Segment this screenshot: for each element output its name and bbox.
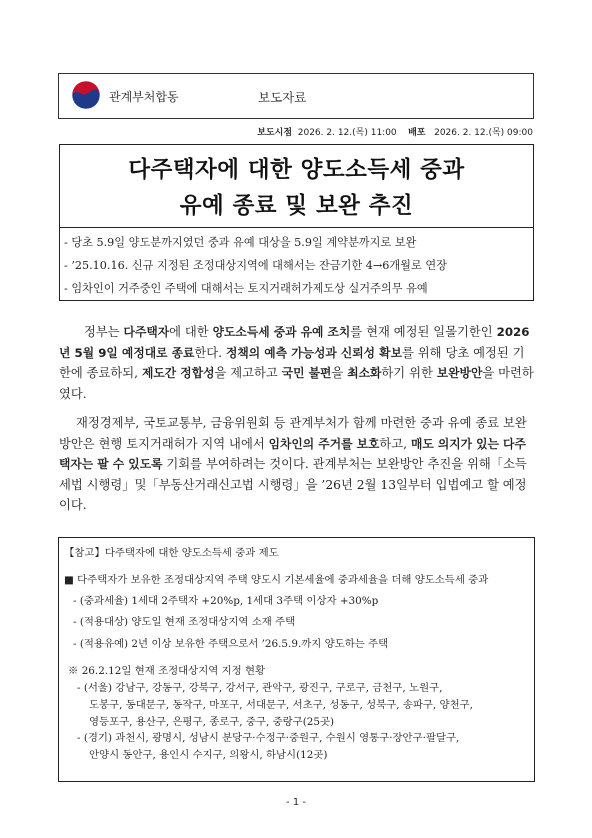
reference-sub-item: - (중과세율) 1세대 2주택자 +20%p, 1세대 3주택 이상자 +30%p: [73, 595, 379, 607]
distribution-value: 2026. 2. 12.(목) 09:00: [434, 128, 533, 138]
doc-type: 보도자료: [258, 90, 307, 105]
title-line-2: 유예 종료 및 보완 추진: [179, 193, 414, 219]
release-line: [257, 125, 533, 138]
body-paragraph-2: 재정경제부, 국토교통부, 금융위원회 등 관계부처가 함께 마련한 중과 유예 종료 보완방안은 현행 토지거래허가 지역 내에서 임차인의 주거를 보호하고, 매도 의지가 있는 다주택자는 팔 수 있도록 기회를 부여하려는 것이다. 관계부처는 보완방안 추진을 위해「소득세법 시행령」및「부동산거래신고법 시행령」을 ’26년 2월 13일부터 입법예고 할 예정이다.: [59, 416, 527, 512]
government-emblem-icon: [70, 79, 102, 111]
summary-bullet: - 임차인이 거주중인 주택에 대해서는 토지거래허가제도상 실거주의무 유예: [64, 282, 428, 295]
body-paragraph-1: 정부는 다주택자에 대한 양도소득세 중과 유예 조치를 현재 예정된 일몰기한인 2026년 5월 9일 예정대로 종료한다. 정책의 예측 가능성과 신뢰성 확보를 위해 당초 예정된 기한에 종료하되, 제도간 정합성을 제고하고 국민 불편을 최소화하기 위한 보완방안을 마련하였다.: [59, 325, 534, 401]
region-line: 영등포구, 용산구, 은평구, 종로구, 중구, 중랑구(25곳): [89, 716, 335, 728]
embargo-label: 보도시점: [257, 128, 293, 138]
region-line: - (서울) 강남구, 강동구, 강북구, 강서구, 관악구, 광진구, 구로구, 금천구, 노원구,: [77, 682, 443, 694]
region-list-seoul: [77, 680, 473, 731]
distribution-label: 배포: [408, 128, 426, 138]
summary-bullet: - 당초 5.9일 양도분까지였던 중과 유예 대상을 5.9일 계약분까지로 보완: [64, 236, 417, 249]
summary-bullet: - ’25.10.16. 신규 지정된 조정대상지역에 대해서는 잔금기한 4→6개월로 연장: [64, 259, 447, 272]
embargo-value: 2026. 2. 12.(목) 11:00: [297, 128, 397, 138]
reference-title: 【참고】다주택자에 대한 양도소득세 중과 제도: [64, 547, 279, 559]
region-line: - (경기) 과천시, 광명시, 성남시 분당구·수정구·중원구, 수원시 영통구·장안구·팔달구,: [77, 732, 460, 744]
reference-note: ※ 26.2.12일 현재 조정대상지역 지정 현황: [68, 665, 266, 677]
region-list-gyeonggi: [77, 730, 459, 764]
reference-main-item: ■ 다주택자가 보유한 조정대상지역 주택 양도시 기본세율에 중과세율을 더해 양도소득세 중과: [64, 574, 489, 586]
title-line-1: 다주택자에 대한 양도소득세 중과: [128, 157, 465, 183]
reference-sub-item: - (적용대상) 양도일 현재 조정대상지역 소재 주택: [73, 616, 296, 628]
page-number: - 1 -: [286, 797, 306, 808]
region-line: 안양시 동안구, 용인시 수지구, 의왕시, 하남시(12곳): [89, 749, 328, 761]
org-name: 관계부처합동: [109, 90, 179, 104]
reference-sub-item: - (적용유예) 2년 이상 보유한 주택으로서 ’26.5.9.까지 양도하는 주택: [73, 638, 389, 650]
region-line: 도봉구, 동대문구, 동작구, 마포구, 서대문구, 서초구, 성동구, 성북구, 송파구, 양천구,: [89, 699, 473, 711]
